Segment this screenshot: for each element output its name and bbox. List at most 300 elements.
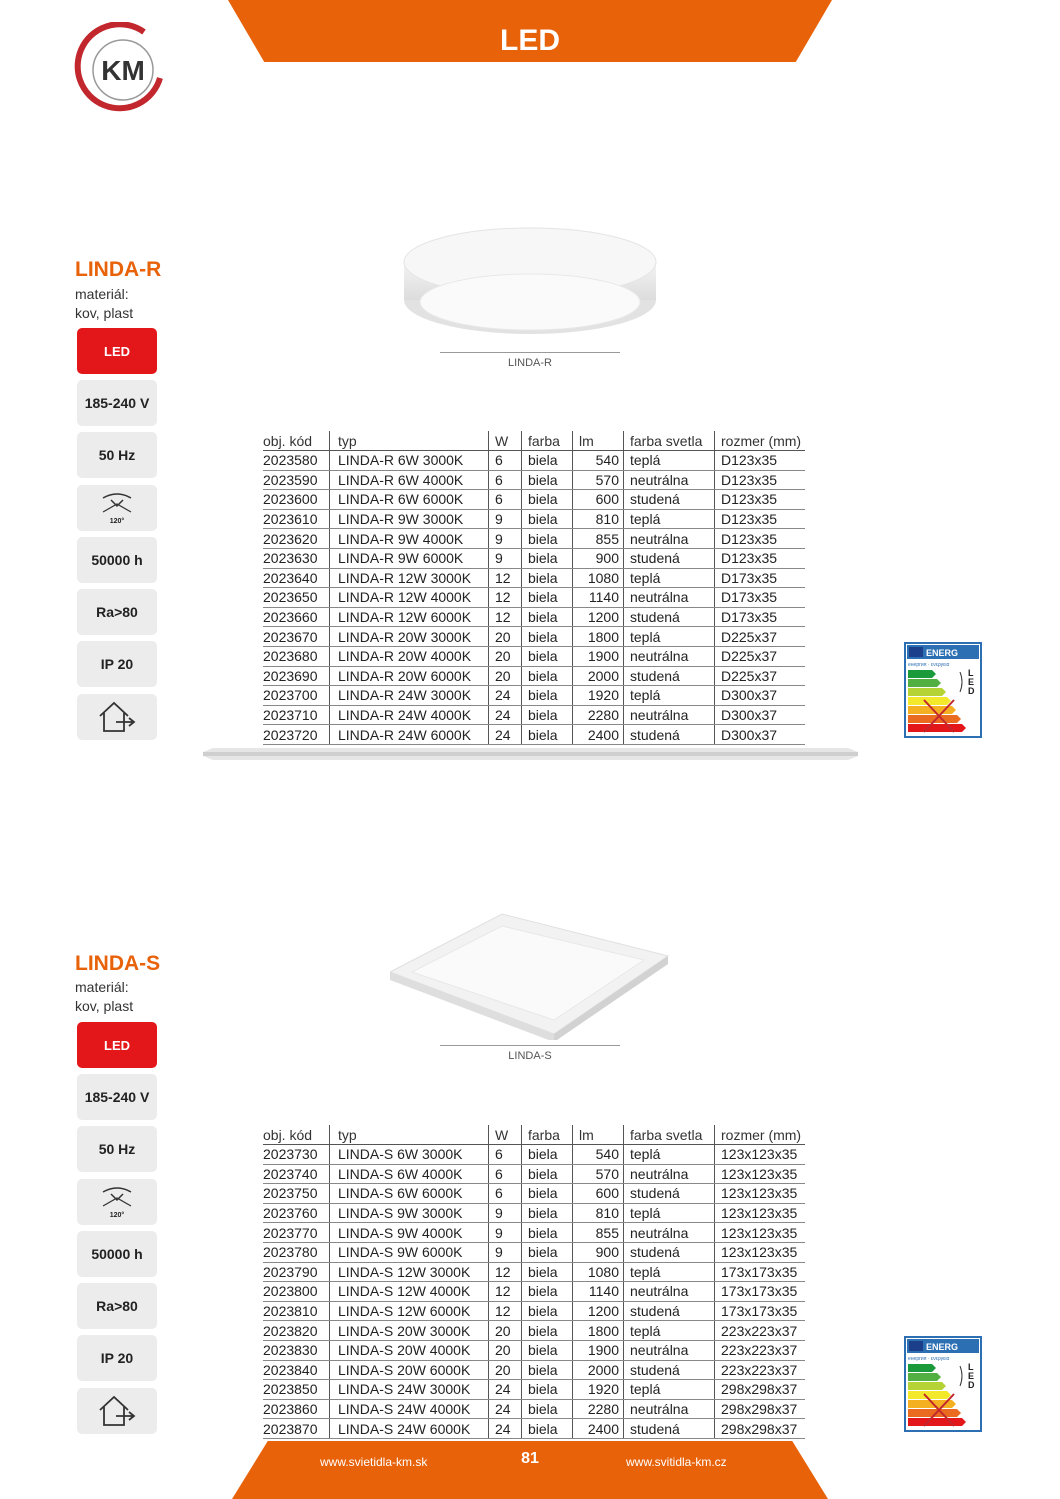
cell-size: D123x35 — [715, 470, 806, 490]
table-row — [263, 509, 805, 529]
table-row — [263, 529, 805, 549]
cell-light-color: teplá — [624, 1203, 715, 1223]
ip-rating-badge: IP 20 — [77, 1335, 157, 1381]
table-row — [263, 1164, 805, 1184]
cell-color: biela — [522, 1360, 573, 1380]
col-header-watt: W — [489, 1125, 522, 1145]
cell-watt: 20 — [489, 646, 522, 666]
cell-type: LINDA-R 20W 4000K — [330, 646, 489, 666]
cell-lumen: 2000 — [573, 1360, 624, 1380]
cell-lumen: 600 — [573, 1184, 624, 1204]
cell-code: 2023660 — [263, 607, 330, 627]
cell-light-color: studená — [624, 607, 715, 627]
cell-watt: 6 — [489, 470, 522, 490]
cell-light-color: studená — [624, 1301, 715, 1321]
cell-lumen: 810 — [573, 1203, 624, 1223]
cell-code: 2023860 — [263, 1399, 330, 1419]
cell-watt: 24 — [489, 1419, 522, 1439]
cell-watt: 6 — [489, 1145, 522, 1165]
cell-watt: 24 — [489, 1380, 522, 1400]
table-row — [263, 1203, 805, 1223]
cell-code: 2023580 — [263, 451, 330, 471]
cell-type: LINDA-S 9W 6000K — [330, 1242, 489, 1262]
cell-code: 2023710 — [263, 705, 330, 725]
cell-lumen: 1080 — [573, 568, 624, 588]
cell-color: biela — [522, 1262, 573, 1282]
table-row — [263, 548, 805, 568]
cell-size: D225x37 — [715, 646, 806, 666]
table-row — [263, 1145, 805, 1165]
cell-code: 2023780 — [263, 1242, 330, 1262]
cell-size: D123x35 — [715, 490, 806, 510]
cell-size: D123x35 — [715, 509, 806, 529]
col-header-lumen: lm — [573, 1125, 624, 1145]
cell-code: 2023620 — [263, 529, 330, 549]
cell-color: biela — [522, 451, 573, 471]
cell-watt: 9 — [489, 548, 522, 568]
table-row — [263, 1340, 805, 1360]
cell-type: LINDA-R 12W 6000K — [330, 607, 489, 627]
cell-color: biela — [522, 1145, 573, 1165]
cell-size: D123x35 — [715, 548, 806, 568]
cell-color: biela — [522, 686, 573, 706]
product-title: LINDA-R — [75, 258, 162, 281]
material-label: materiál: — [75, 979, 129, 995]
cell-light-color: neutrálna — [624, 529, 715, 549]
cell-type: LINDA-R 24W 3000K — [330, 686, 489, 706]
cri-badge: Ra>80 — [77, 589, 157, 635]
cell-color: biela — [522, 1321, 573, 1341]
beam-angle-badge — [77, 1179, 157, 1225]
cell-watt: 6 — [489, 1184, 522, 1204]
cell-code: 2023810 — [263, 1301, 330, 1321]
cell-size: D173x35 — [715, 568, 806, 588]
cell-lumen: 2000 — [573, 666, 624, 686]
indoor-use-badge — [77, 694, 157, 740]
material-label: materiál: — [75, 286, 129, 302]
cell-code: 2023760 — [263, 1203, 330, 1223]
cell-watt: 6 — [489, 1164, 522, 1184]
cell-color: biela — [522, 1282, 573, 1302]
cell-lumen: 1800 — [573, 1321, 624, 1341]
cell-lumen: 855 — [573, 1223, 624, 1243]
cell-code: 2023790 — [263, 1262, 330, 1282]
cell-size: 173x173x35 — [715, 1301, 806, 1321]
cell-lumen: 2280 — [573, 705, 624, 725]
col-header-size: rozmer (mm) — [715, 1125, 806, 1145]
table-row — [263, 1419, 805, 1439]
cell-watt: 9 — [489, 1242, 522, 1262]
energy-label-icon — [904, 642, 982, 738]
table-row — [263, 588, 805, 608]
cell-type: LINDA-S 9W 4000K — [330, 1223, 489, 1243]
cell-watt: 20 — [489, 666, 522, 686]
cell-type: LINDA-S 6W 3000K — [330, 1145, 489, 1165]
energy-title: ENERG — [926, 1342, 959, 1352]
col-header-code: obj. kód — [263, 431, 330, 451]
cell-type: LINDA-S 6W 4000K — [330, 1164, 489, 1184]
table-row — [263, 686, 805, 706]
km-logo — [74, 22, 168, 116]
table-row — [263, 627, 805, 647]
led-badge: LED — [77, 1022, 157, 1068]
cell-type: LINDA-R 9W 3000K — [330, 509, 489, 529]
round-ceiling-light-image — [390, 222, 670, 342]
table-row — [263, 1321, 805, 1341]
cell-light-color: teplá — [624, 686, 715, 706]
table-row — [263, 1223, 805, 1243]
cell-light-color: teplá — [624, 451, 715, 471]
svg-text:E: E — [968, 677, 975, 687]
cell-type: LINDA-R 9W 4000K — [330, 529, 489, 549]
cell-size: D225x37 — [715, 666, 806, 686]
cell-lumen: 1080 — [573, 1262, 624, 1282]
cell-type: LINDA-R 24W 4000K — [330, 705, 489, 725]
cell-type: LINDA-R 24W 6000K — [330, 725, 489, 745]
cell-type: LINDA-R 20W 3000K — [330, 627, 489, 647]
cell-light-color: neutrálna — [624, 1340, 715, 1360]
cell-code: 2023770 — [263, 1223, 330, 1243]
product-spec-table — [263, 1125, 805, 1439]
indoor-house-icon — [96, 1394, 138, 1428]
cell-color: biela — [522, 1223, 573, 1243]
cell-light-color: neutrálna — [624, 470, 715, 490]
cell-light-color: studená — [624, 725, 715, 745]
cell-size: 123x123x35 — [715, 1184, 806, 1204]
cell-type: LINDA-S 12W 3000K — [330, 1262, 489, 1282]
cell-light-color: studená — [624, 1242, 715, 1262]
col-header-watt: W — [489, 431, 522, 451]
beam-angle-icon — [97, 1186, 137, 1212]
cell-code: 2023640 — [263, 568, 330, 588]
cell-code: 2023680 — [263, 646, 330, 666]
cell-code: 2023870 — [263, 1419, 330, 1439]
cell-type: LINDA-R 6W 4000K — [330, 470, 489, 490]
svg-text:L: L — [968, 668, 974, 678]
table-row — [263, 705, 805, 725]
cell-color: biela — [522, 1242, 573, 1262]
table-row — [263, 666, 805, 686]
cell-watt: 6 — [489, 451, 522, 471]
cell-color: biela — [522, 1301, 573, 1321]
cell-type: LINDA-S 12W 4000K — [330, 1282, 489, 1302]
cell-lumen: 570 — [573, 1164, 624, 1184]
cell-light-color: teplá — [624, 1145, 715, 1165]
col-header-lumen: lm — [573, 431, 624, 451]
cell-type: LINDA-S 6W 6000K — [330, 1184, 489, 1204]
footer-link-cz[interactable]: www.svitidla-km.cz — [626, 1455, 727, 1469]
col-header-light-color: farba svetla — [624, 431, 715, 451]
cell-lumen: 1900 — [573, 1340, 624, 1360]
table-row — [263, 1262, 805, 1282]
cell-code: 2023670 — [263, 627, 330, 647]
page-title: LED — [500, 24, 560, 57]
cell-lumen: 540 — [573, 1145, 624, 1165]
voltage-badge: 185-240 V — [77, 380, 157, 426]
cell-size: 298x298x37 — [715, 1380, 806, 1400]
cell-light-color: studená — [624, 1360, 715, 1380]
svg-text:D: D — [968, 686, 975, 696]
cell-watt: 24 — [489, 686, 522, 706]
table-row — [263, 470, 805, 490]
cell-type: LINDA-R 6W 6000K — [330, 490, 489, 510]
svg-text:D: D — [968, 1380, 975, 1390]
energy-label-icon — [904, 1336, 982, 1432]
cell-watt: 12 — [489, 568, 522, 588]
cell-color: biela — [522, 568, 573, 588]
cell-code: 2023590 — [263, 470, 330, 490]
table-row — [263, 1399, 805, 1419]
cell-color: biela — [522, 1184, 573, 1204]
table-row — [263, 1282, 805, 1302]
cell-size: D300x37 — [715, 725, 806, 745]
cell-code: 2023650 — [263, 588, 330, 608]
cell-watt: 20 — [489, 1360, 522, 1380]
cell-light-color: studená — [624, 1184, 715, 1204]
cell-size: 123x123x35 — [715, 1203, 806, 1223]
cell-lumen: 1200 — [573, 1301, 624, 1321]
cell-watt: 12 — [489, 607, 522, 627]
cell-watt: 6 — [489, 490, 522, 510]
cell-watt: 20 — [489, 1321, 522, 1341]
cell-lumen: 1200 — [573, 607, 624, 627]
table-row — [263, 646, 805, 666]
cell-lumen: 1920 — [573, 1380, 624, 1400]
table-row — [263, 1184, 805, 1204]
cell-size: D123x35 — [715, 451, 806, 471]
cell-type: LINDA-R 12W 3000K — [330, 568, 489, 588]
cell-light-color: studená — [624, 490, 715, 510]
frequency-badge: 50 Hz — [77, 1126, 157, 1172]
logo-text: KM — [101, 55, 145, 86]
cell-type: LINDA-S 9W 3000K — [330, 1203, 489, 1223]
cell-type: LINDA-R 9W 6000K — [330, 548, 489, 568]
cell-color: biela — [522, 548, 573, 568]
table-row — [263, 1242, 805, 1262]
cell-type: LINDA-S 20W 3000K — [330, 1321, 489, 1341]
cell-type: LINDA-S 12W 6000K — [330, 1301, 489, 1321]
cell-light-color: neutrálna — [624, 705, 715, 725]
cell-type: LINDA-R 20W 6000K — [330, 666, 489, 686]
cell-color: biela — [522, 705, 573, 725]
cell-type: LINDA-S 20W 6000K — [330, 1360, 489, 1380]
cell-type: LINDA-S 24W 4000K — [330, 1399, 489, 1419]
product-title: LINDA-S — [75, 952, 161, 975]
footer-link-sk[interactable]: www.svietidla-km.sk — [320, 1455, 428, 1469]
cell-watt: 9 — [489, 509, 522, 529]
cell-light-color: teplá — [624, 509, 715, 529]
cell-code: 2023820 — [263, 1321, 330, 1341]
cell-code: 2023690 — [263, 666, 330, 686]
voltage-badge: 185-240 V — [77, 1074, 157, 1120]
cell-color: biela — [522, 1419, 573, 1439]
table-row — [263, 1360, 805, 1380]
lifetime-badge: 50000 h — [77, 1231, 157, 1277]
ip-rating-badge: IP 20 — [77, 641, 157, 687]
cell-code: 2023800 — [263, 1282, 330, 1302]
cell-type: LINDA-R 12W 4000K — [330, 588, 489, 608]
cell-lumen: 855 — [573, 529, 624, 549]
cell-color: biela — [522, 646, 573, 666]
table-header-row — [263, 1125, 805, 1145]
cell-watt: 9 — [489, 1223, 522, 1243]
cell-code: 2023630 — [263, 548, 330, 568]
table-header-row — [263, 431, 805, 451]
material-value: kov, plast — [75, 305, 134, 321]
cri-badge: Ra>80 — [77, 1283, 157, 1329]
beam-angle-label: 120° — [109, 517, 125, 525]
cell-code: 2023830 — [263, 1340, 330, 1360]
cell-color: biela — [522, 666, 573, 686]
cell-color: biela — [522, 1340, 573, 1360]
cell-watt: 24 — [489, 725, 522, 745]
cell-watt: 12 — [489, 1262, 522, 1282]
cell-code: 2023730 — [263, 1145, 330, 1165]
col-header-code: obj. kód — [263, 1125, 330, 1145]
cell-watt: 9 — [489, 1203, 522, 1223]
cell-size: 223x223x37 — [715, 1340, 806, 1360]
col-header-light-color: farba svetla — [624, 1125, 715, 1145]
cell-size: 123x123x35 — [715, 1145, 806, 1165]
energy-subtitle: енергия · ενεργεια — [908, 1356, 950, 1362]
cell-lumen: 2400 — [573, 1419, 624, 1439]
cell-type: LINDA-S 24W 3000K — [330, 1380, 489, 1400]
cell-light-color: teplá — [624, 568, 715, 588]
cell-lumen: 900 — [573, 548, 624, 568]
cell-code: 2023850 — [263, 1380, 330, 1400]
cell-code: 2023750 — [263, 1184, 330, 1204]
page-number: 81 — [521, 1450, 539, 1467]
cell-light-color: neutrálna — [624, 1164, 715, 1184]
product-spec-table — [263, 431, 805, 745]
cell-light-color: studená — [624, 1419, 715, 1439]
cell-lumen: 570 — [573, 470, 624, 490]
cell-size: 223x223x37 — [715, 1321, 806, 1341]
col-header-color: farba — [522, 1125, 573, 1145]
cell-code: 2023720 — [263, 725, 330, 745]
cell-lumen: 540 — [573, 451, 624, 471]
square-ceiling-light-image — [390, 910, 670, 1030]
cell-watt: 12 — [489, 588, 522, 608]
indoor-house-icon — [96, 700, 138, 734]
cell-size: D173x35 — [715, 607, 806, 627]
cell-light-color: neutrálna — [624, 1399, 715, 1419]
cell-type: LINDA-S 24W 6000K — [330, 1419, 489, 1439]
cell-size: D173x35 — [715, 588, 806, 608]
cell-color: biela — [522, 1164, 573, 1184]
cell-lumen: 2400 — [573, 725, 624, 745]
cell-size: D225x37 — [715, 627, 806, 647]
product-image-caption: LINDA-S — [440, 1045, 620, 1062]
cell-size: D300x37 — [715, 686, 806, 706]
table-row — [263, 490, 805, 510]
cell-lumen: 810 — [573, 509, 624, 529]
cell-code: 2023740 — [263, 1164, 330, 1184]
table-row — [263, 1380, 805, 1400]
cell-color: biela — [522, 607, 573, 627]
cell-lumen: 2280 — [573, 1399, 624, 1419]
cell-color: biela — [522, 725, 573, 745]
cell-color: biela — [522, 588, 573, 608]
cell-type: LINDA-R 6W 3000K — [330, 451, 489, 471]
cell-color: biela — [522, 470, 573, 490]
cell-size: 298x298x37 — [715, 1399, 806, 1419]
cell-light-color: studená — [624, 548, 715, 568]
cell-watt: 12 — [489, 1282, 522, 1302]
cell-lumen: 1140 — [573, 588, 624, 608]
cell-type: LINDA-S 20W 4000K — [330, 1340, 489, 1360]
product-image-caption: LINDA-R — [440, 352, 620, 369]
cell-light-color: teplá — [624, 1380, 715, 1400]
svg-text:L: L — [968, 1362, 974, 1372]
cell-lumen: 1800 — [573, 627, 624, 647]
cell-watt: 20 — [489, 1340, 522, 1360]
frequency-badge: 50 Hz — [77, 432, 157, 478]
cell-watt: 24 — [489, 705, 522, 725]
cell-watt: 24 — [489, 1399, 522, 1419]
col-header-type: typ — [330, 1125, 489, 1145]
cell-color: biela — [522, 627, 573, 647]
lifetime-badge: 50000 h — [77, 537, 157, 583]
cell-light-color: teplá — [624, 1262, 715, 1282]
beam-angle-label: 120° — [109, 1211, 125, 1219]
cell-size: 223x223x37 — [715, 1360, 806, 1380]
cell-size: 173x173x35 — [715, 1262, 806, 1282]
cell-light-color: neutrálna — [624, 646, 715, 666]
cell-lumen: 1140 — [573, 1282, 624, 1302]
energy-title: ENERG — [926, 648, 959, 658]
beam-angle-icon — [97, 492, 137, 518]
cell-size: 173x173x35 — [715, 1282, 806, 1302]
cell-watt: 9 — [489, 529, 522, 549]
cell-lumen: 1900 — [573, 646, 624, 666]
cell-watt: 20 — [489, 627, 522, 647]
cell-code: 2023700 — [263, 686, 330, 706]
table-row — [263, 607, 805, 627]
col-header-type: typ — [330, 431, 489, 451]
cell-light-color: teplá — [624, 627, 715, 647]
cell-code: 2023600 — [263, 490, 330, 510]
cell-light-color: neutrálna — [624, 1223, 715, 1243]
cell-light-color: studená — [624, 666, 715, 686]
cell-color: biela — [522, 509, 573, 529]
table-row — [263, 725, 805, 745]
table-row — [263, 451, 805, 471]
cell-color: biela — [522, 1203, 573, 1223]
table-row — [263, 1301, 805, 1321]
cell-size: 123x123x35 — [715, 1242, 806, 1262]
cell-lumen: 900 — [573, 1242, 624, 1262]
table-row — [263, 568, 805, 588]
cell-size: 123x123x35 — [715, 1223, 806, 1243]
cell-light-color: neutrálna — [624, 1282, 715, 1302]
cell-size: 123x123x35 — [715, 1164, 806, 1184]
cell-watt: 12 — [489, 1301, 522, 1321]
material-value: kov, plast — [75, 998, 134, 1014]
col-header-size: rozmer (mm) — [715, 431, 806, 451]
led-badge: LED — [77, 328, 157, 374]
cell-lumen: 1920 — [573, 686, 624, 706]
cell-lumen: 600 — [573, 490, 624, 510]
svg-text:E: E — [968, 1371, 975, 1381]
cell-light-color: teplá — [624, 1321, 715, 1341]
cell-color: biela — [522, 1399, 573, 1419]
cell-light-color: neutrálna — [624, 588, 715, 608]
cell-size: D123x35 — [715, 529, 806, 549]
cell-size: D300x37 — [715, 705, 806, 725]
cell-code: 2023840 — [263, 1360, 330, 1380]
cell-size: 298x298x37 — [715, 1419, 806, 1439]
